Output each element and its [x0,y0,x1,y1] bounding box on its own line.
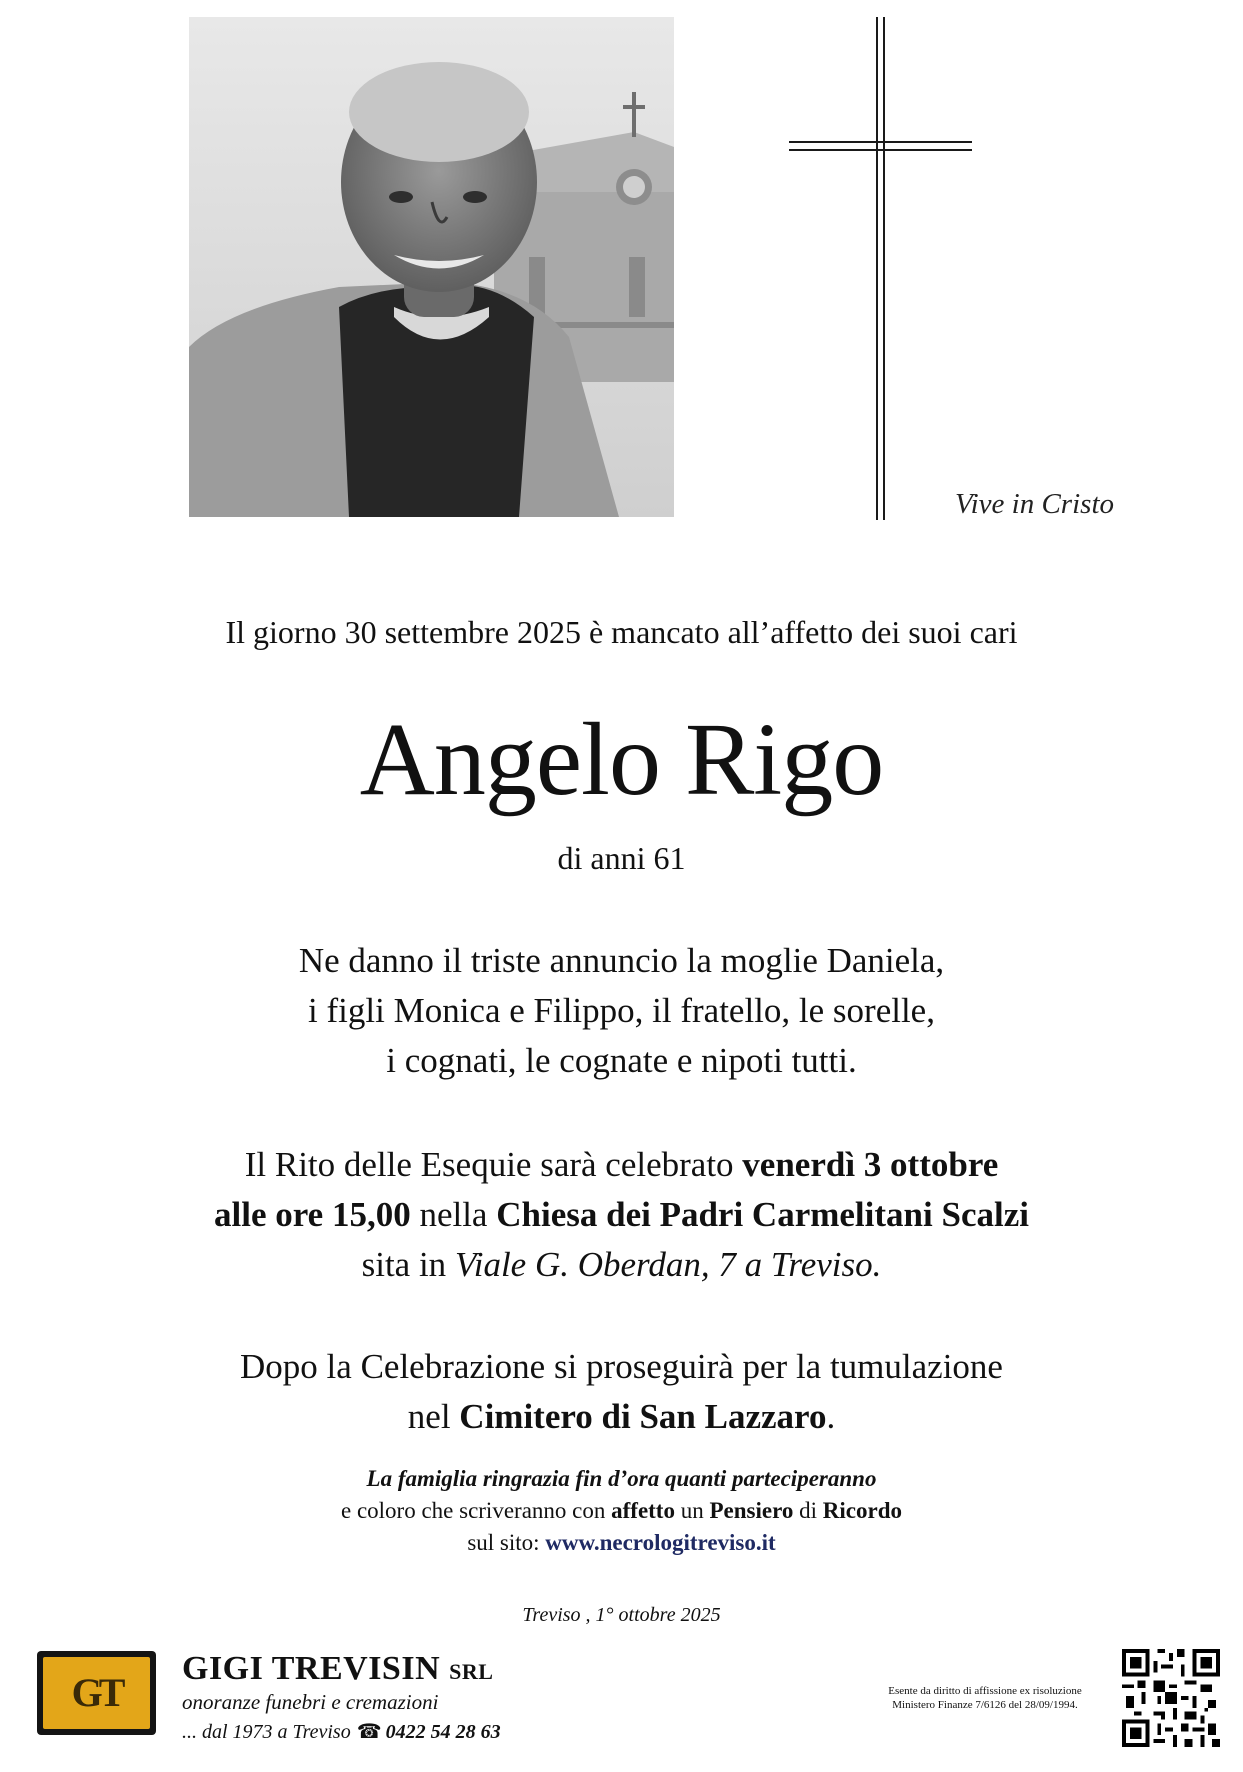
logo-monogram: GT [43,1657,150,1729]
cemetery-name: Cimitero di San Lazzaro [459,1397,827,1436]
company-suffix: SRL [449,1659,494,1684]
burial-line: Dopo la Celebrazione si proseguirà per la tumulazione [240,1347,1003,1386]
thanks-text: sul sito: [467,1530,546,1555]
funeral-line [0,1190,1243,1240]
burial-text: . [826,1397,836,1436]
funeral-text: Il Rito delle Esequie sarà celebrato [244,1145,743,1184]
burial-line [0,1392,1243,1442]
family-thanks [0,1463,1243,1559]
family-announcement [0,936,1243,1086]
burial-text: nel [407,1397,460,1436]
funeral-line [0,1140,1243,1190]
deceased-age: di anni 61 [557,840,686,876]
funeral-church: Chiesa dei Padri Carmelitani Scalzi [496,1195,1029,1234]
portrait-image [189,17,674,517]
company-subtitle: onoranze funebri e cremazioni [182,1690,439,1714]
funeral-text: nella [410,1195,497,1234]
exemption-line: Esente da diritto di affissione ex risoluzione [888,1685,1082,1697]
deceased-name: Angelo Rigo [359,702,884,817]
family-line: Ne danno il triste annuncio la moglie Daniela, [298,941,945,980]
vive-in-cristo-caption: Vive in Cristo [955,488,1114,520]
funeral-address: Viale G. Oberdan, 7 a Treviso. [454,1245,882,1284]
qr-code[interactable] [1122,1649,1220,1747]
notice-intro: Il giorno 30 settembre 2025 è mancato all’affetto dei suoi cari [225,614,1018,650]
thanks-text: Ricordo [822,1498,902,1523]
cross-horizontal-line [789,141,972,143]
tax-exemption-note [860,1684,1110,1712]
portrait-photo [189,17,674,517]
company-contact [182,1719,501,1744]
company-info [182,1650,501,1744]
funeral-text: sita in [361,1245,455,1284]
thanks-text: Pensiero [709,1498,794,1523]
cross-vertical-line [883,17,885,520]
thanks-line [0,1495,1243,1527]
thanks-text: affetto [611,1498,675,1523]
burial-details [0,1342,1243,1442]
phone-icon: ☎ [356,1721,382,1743]
funeral-date: venerdì 3 ottobre [742,1145,999,1184]
exemption-line: Ministero Finanze 7/6126 del 28/09/1994. [892,1699,1078,1711]
company-logo [37,1651,156,1735]
company-name-text: GIGI TREVISIN [182,1650,441,1687]
thanks-line [0,1527,1243,1559]
funeral-line [0,1240,1243,1290]
thanks-line: La famiglia ringrazia fin d’ora quanti parteciperanno [366,1466,877,1491]
thanks-text: e coloro che scriveranno con [340,1498,612,1523]
company-name [182,1650,501,1688]
company-phone[interactable]: 0422 54 28 63 [385,1721,501,1743]
thanks-text: un [674,1498,710,1523]
family-line: i cognati, le cognate e nipoti tutti. [386,1041,857,1080]
family-line: i figli Monica e Filippo, il fratello, le sorelle, [308,991,935,1030]
funeral-details [0,1140,1243,1290]
cross-vertical-line [876,17,878,520]
place-and-date: Treviso , 1° ottobre 2025 [522,1604,721,1626]
necrologi-website-link[interactable]: www.necrologitreviso.it [545,1530,776,1555]
company-since: ... dal 1973 a Treviso [182,1721,351,1743]
thanks-text: di [793,1498,823,1523]
funeral-time: alle ore 15,00 [214,1195,411,1234]
cross-horizontal-line [789,149,972,151]
